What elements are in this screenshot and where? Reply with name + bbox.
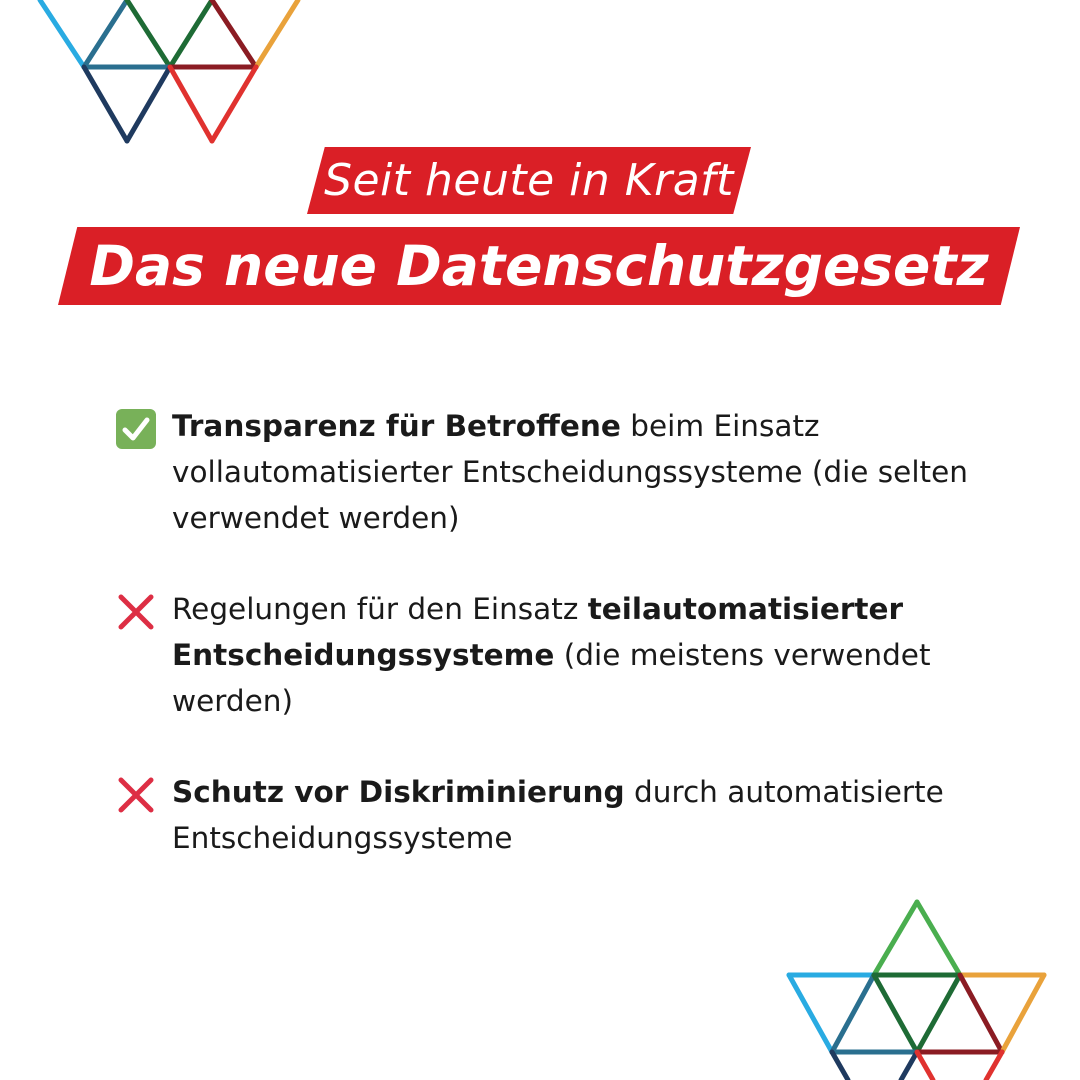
list-item-bold: Schutz vor Diskriminierung (172, 775, 625, 809)
list-item-text (172, 769, 972, 861)
list-item-rest: beim Einsatz vollautomatisierter Entscheidungssysteme (die selten verwendet werden) (172, 409, 968, 535)
list-item-text (172, 403, 972, 541)
list-item-text (172, 586, 972, 724)
cross-mark-icon (115, 774, 157, 816)
list-item-pre: Regelungen für den Einsatz (172, 592, 588, 626)
list-item-rest: (die meistens verwendet werden) (172, 638, 931, 718)
check-mark-icon (115, 408, 157, 450)
list-item-rest: durch automatisierte Entscheidungssysteme (172, 775, 944, 855)
list-item-bold: teilautomatisierter Entscheidungssysteme (172, 592, 904, 672)
subtitle-text: Seit heute in Kraft (324, 155, 734, 206)
list-item-bold: Transparenz für Betroffene (172, 409, 621, 443)
page-title: Das neue Datenschutzgesetz (89, 234, 989, 298)
cross-mark-icon (115, 591, 157, 633)
